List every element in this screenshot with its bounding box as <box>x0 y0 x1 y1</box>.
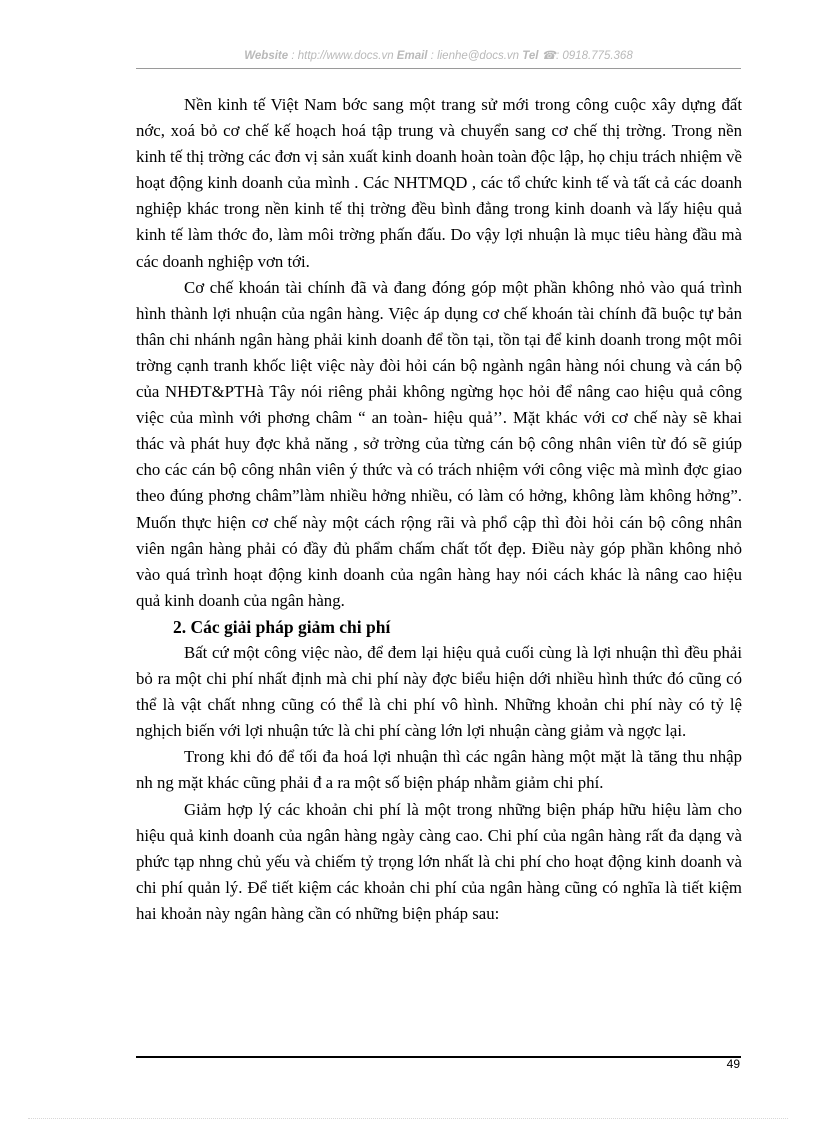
tel-label: Tel <box>522 50 539 62</box>
website-value: : http://www.docs.vn <box>288 50 397 62</box>
paragraph-reduce-costs: Giảm hợp lý các khoản chi phí là một trong những biện pháp hữu hiệu làm cho hiệu quả kinh doanh của ngân hàng ngày càng cao. Chi phí của ngân hàng rất đa dạng và phức tạp nhng chủ yếu và chiếm tỷ trọng lớn nhất là chi phí cho hoạt động kinh doanh và chi phí quản lý. Để tiết kiệm các khoản chi phí của ngân hàng cũng có nghĩa là tiết kiệm hai khoản này ngân hàng cần có những biện pháp sau: <box>136 799 742 923</box>
paragraph-market-economy: Nền kinh tế Việt Nam bớc sang một trang sử mới trong công cuộc xây dựng đất nớc, xoá bỏ cơ chế kế hoạch hoá tập trung và chuyển sang cơ chế thị trờng. Trong nền kinh tế thị trờng các đơn vị sản xuất kinh doanh hoàn toàn độc lập, họ chịu trách nhiệm về hoạt động kinh doanh của mình . Các NHTMQD , các tổ chức kinh tế và tất cả các doanh nghiệp khác trong nền kinh tế thị trờng đều bình đẳng trong kinh doanh và lấy hiệu quả kinh tế làm thớc đo, làm môi trờng phấn đấu. Do vậy lợi nhuận là mục tiêu hàng đầu mà các doanh nghiệp vơn tới. <box>136 95 742 271</box>
paragraph-costs: Bất cứ một công việc nào, để đem lại hiệu quả cuối cùng là lợi nhuận thì đều phải bỏ ra một chi phí nhất định mà chi phí này đợc biểu hiện dới nhiều hình thức đó cũng có thể là vật chất nhng cũng có thể là chi phí vô hình. Những khoản chi phí này có tỷ lệ nghịch biến với lợi nhuận tức là chi phí càng lớn lợi nhuận càng giảm và ngợc lại. <box>136 642 742 741</box>
footer-rule <box>136 1056 741 1058</box>
page-edge-divider <box>28 1118 788 1119</box>
email-label: Email <box>396 50 428 62</box>
website-label: Website <box>244 50 289 62</box>
tel-value: ☎: 0918.775.368 <box>538 50 633 62</box>
paragraph-financial-mechanism: Cơ chế khoán tài chính đã và đang đóng góp một phần không nhỏ vào quá trình hình thành lợi nhuận của ngân hàng. Việc áp dụng cơ chế khoán tài chính đã buộc tự bản thân chi nhánh ngân hàng phải kinh doanh để tồn tại, tồn tại để kinh doanh trong một môi trờng cạnh tranh khốc liệt việc này đòi hỏi cán bộ ngành ngân hàng nói chung và cán bộ của NHĐT&PTHà Tây nói riêng phải không ngừng học hỏi để nâng cao hiệu quả công việc của mình với phơng châm “ an toàn- hiệu quả’’. Mặt khác với cơ chế này sẽ khai thác và phát huy đợc khả năng , sở trờng của từng cán bộ công nhân viên từ đó sẽ giúp cho các cán bộ công nhân viên ý thức và có trách nhiệm với công việc mà mình đợc giao theo đúng phơng châm”làm nhiều hởng nhiều, có làm có hởng, không làm không hởng”. Muốn thực hiện cơ chế này một cách rộng rãi và phổ cập thì đòi hỏi cán bộ công nhân viên ngân hàng phải có đầy đủ phẩm chấm chất tốt đẹp. Điều này góp phần không nhỏ vào quá trình hoạt động kinh doanh của ngân hàng hay nói cách khác là nâng cao hiệu quả kinh doanh của ngân hàng. <box>136 277 742 610</box>
page-header <box>136 46 741 69</box>
page-number: 49 <box>726 1057 740 1071</box>
paragraph-maximize-profit: Trong khi đó để tối đa hoá lợi nhuận thì các ngân hàng một mặt là tăng thu nhập nh ng mặt khác cũng phải đ a ra một số biện pháp nhằm giảm chi phí. <box>136 747 742 793</box>
section-heading-cost-reduction: 2. Các giải pháp giảm chi phí <box>173 616 391 637</box>
email-value: : lienhe@docs.vn <box>427 50 523 62</box>
document-body <box>136 92 742 927</box>
